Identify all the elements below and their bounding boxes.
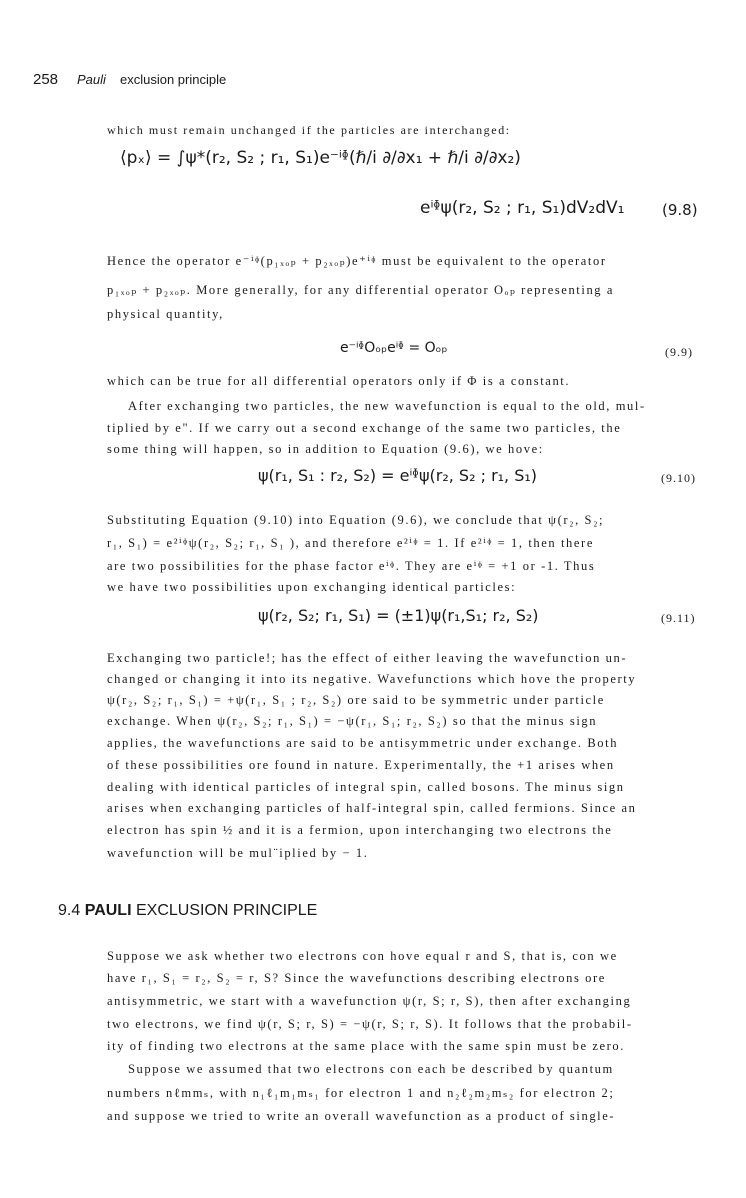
section-title-bold: PAULI — [84, 902, 132, 919]
text-line: dealing with identical particles of integral spin, called bosons. The minus sign — [107, 780, 625, 794]
text-line: and suppose we tried to write an overall wavefunction as a product of single- — [107, 1109, 616, 1123]
text-line: Suppose we ask whether two electrons con hove equal r and S, that is, con we — [107, 949, 618, 963]
text-line: we have two possibilities upon exchanging identical particles: — [107, 580, 517, 594]
equation-9-11: ψ(r₂, S₂; r₁, S₁) = (±1)ψ(r₁,S₁; r₂, S₂) — [258, 606, 539, 625]
text-line: tiplied by e". If we carry out a second exchange of the same two particles, the — [107, 421, 622, 435]
text-line: physical quantity, — [107, 307, 224, 321]
text-line: numbers nℓmmₛ, with n₁ℓ₁m₁mₛ₁ for electron 1 and n₂ℓ₂m₂mₛ₂ for electron 2; — [107, 1086, 615, 1100]
equation-9-10: ψ(r₁, S₁ : r₂, S₂) = eⁱᶲψ(r₂, S₂ ; r₁, S₁) — [258, 466, 538, 485]
text-line: have r₁, S₁ = r₂, S₂ = r, S? Since the wavefunctions describing electrons ore — [107, 971, 606, 985]
text-line: Substituting Equation (9.10) into Equation (9.6), we conclude that ψ(r₂, S₂; — [107, 513, 605, 527]
line-true-only-if: which can be true for all differential operators only if Φ is a constant. — [107, 374, 571, 388]
text-line: are two possibilities for the phase factor eⁱᶲ. They are eⁱᶲ = +1 or -1. Thus — [107, 559, 596, 573]
equation-9-8-rhs: eⁱᶲψ(r₂, S₂ ; r₁, S₁)dV₂dV₁ — [420, 198, 625, 218]
section-title-rest: EXCLUSION PRINCIPLE — [135, 902, 318, 919]
section-heading — [58, 902, 317, 920]
text-line: p₁ₓₒₚ + p₂ₓₒₚ. More generally, for any differential operator Oₒₚ representing a — [107, 283, 615, 297]
text-line: ity of finding two electrons at the same place with the same spin must be zero. — [107, 1039, 625, 1053]
text-line: electron has spin ½ and it is a fermion, upon interchanging two electrons the — [107, 823, 613, 837]
text-line: Hence the operator e⁻ⁱᶲ(p₁ₓₒₚ + p₂ₓₒₚ)e⁺ⁱᶲ must be equivalent to the operator — [107, 254, 607, 268]
text-line: applies, the wavefunctions are said to be antisymmetric under exchange. Both — [107, 736, 619, 750]
text-line: ψ(r₂, S₂; r₁, S₁) = +ψ(r₁, S₁ ; r₂, S₂) ore said to be symmetric under particle — [107, 693, 605, 707]
text-line: exchange. When ψ(r₂, S₂; r₁, S₁) = −ψ(r₁, S₁; r₂, S₂) so that the minus sign — [107, 714, 598, 728]
equation-9-11-number: (9.11) — [661, 611, 696, 625]
page-number: 258 — [33, 71, 59, 88]
text-line: changed or changing it into its negative. Wavefunctions which hove the property — [107, 672, 637, 686]
text-line: of these possibilities ore found in nature. Experimentally, the +1 arises when — [107, 758, 615, 772]
text-line: After exchanging two particles, the new wavefunction is equal to the old, mul- — [128, 399, 646, 413]
equation-9-9: e⁻ⁱᶲOₒₚeⁱᶲ = Oₒₚ — [340, 340, 448, 356]
text-line: arises when exchanging particles of half-integral spin, called fermions. Since an — [107, 801, 637, 815]
running-title-italic: Pauli — [77, 72, 106, 87]
running-title: exclusion principle — [120, 72, 227, 87]
text-line: Exchanging two particle!; has the effect of either leaving the wavefunction un- — [107, 651, 628, 665]
equation-9-10-number: (9.10) — [661, 471, 696, 485]
equation-9-8-number: (9.8) — [662, 201, 698, 219]
text-line: two electrons, we find ψ(r, S; r, S) = −ψ(r, S; r, S). It follows that the probabil- — [107, 1017, 633, 1031]
equation-9-9-number: (9.9) — [665, 345, 693, 359]
section-number: 9.4 — [58, 902, 81, 919]
equation-9-8-lhs: ⟨pₓ⟩ = ∫ψ*(r₂, S₂ ; r₁, S₁)e⁻ⁱᶲ(ℏ/i ∂/∂x₁ + ℏ/i ∂/∂x₂) — [120, 148, 521, 168]
text-line: some thing will happen, so in addition to Equation (9.6), we hove: — [107, 442, 544, 456]
text-line: Suppose we assumed that two electrons con each be described by quantum — [128, 1062, 614, 1076]
text-line: r₁, S₁) = e²ⁱᶲψ(r₂, S₂; r₁, S₁ ), and therefore e²ⁱᶲ = 1. If e²ⁱᶲ = 1, then there — [107, 536, 594, 550]
text-line: wavefunction will be mul¨iplied by − 1. — [107, 846, 369, 860]
intro-line: which must remain unchanged if the particles are interchanged: — [107, 123, 511, 137]
text-line: antisymmetric, we start with a wavefunction ψ(r, S; r, S), then after exchanging — [107, 994, 632, 1008]
